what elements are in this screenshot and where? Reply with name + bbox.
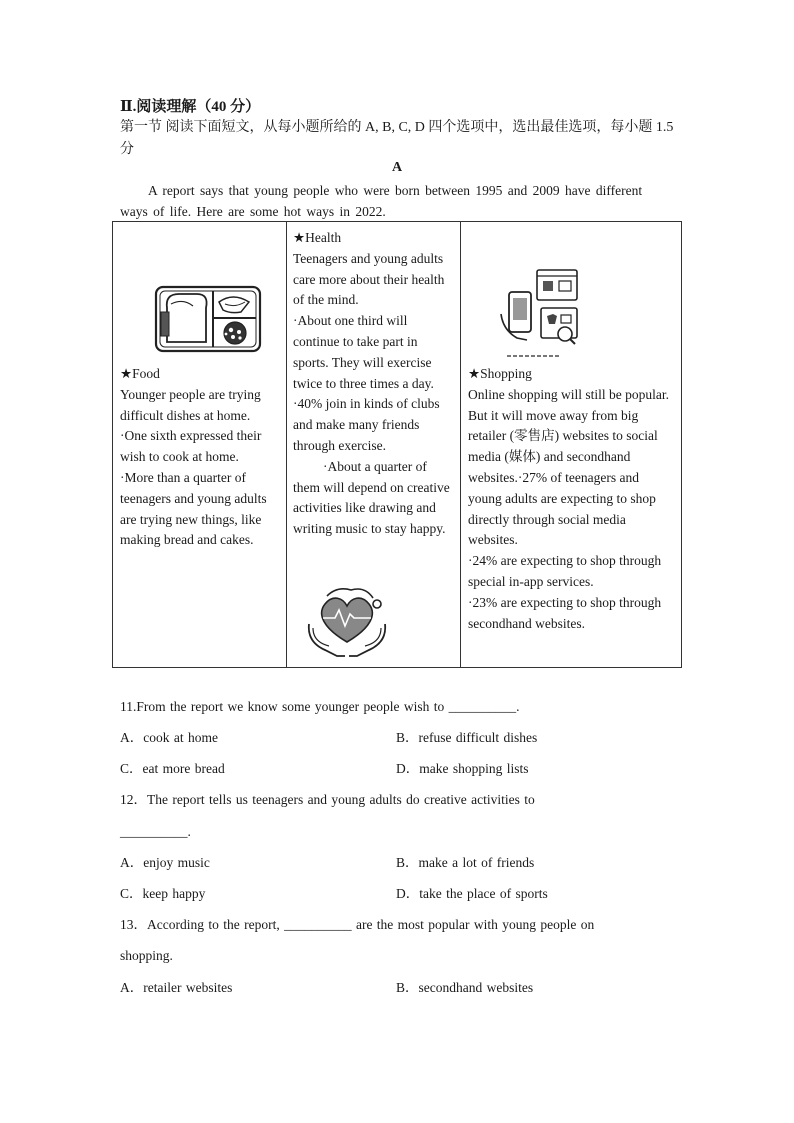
food-line: Younger people are trying difficult dishes at home. (120, 386, 261, 423)
health-line: ·About a quarter of them will depend on creative activities like drawing and writing music to stay happy. (293, 458, 450, 537)
question-11-stem: 11.From the report we know some younger people wish to __________. (120, 699, 520, 714)
question-12-option-a[interactable]: A．enjoy music (120, 855, 210, 870)
question-13-stem-cont: shopping. (120, 948, 173, 963)
heart-in-hands-icon (303, 584, 391, 660)
food-line: ·More than a quarter of teenagers and young adults are trying new things, like making bread and cakes. (120, 469, 267, 548)
question-13-option-a[interactable]: A．retailer websites (120, 980, 233, 995)
question-12-stem: 12．The report tells us teenagers and young adults do creative activities to (120, 792, 535, 807)
online-shopping-icon (497, 268, 581, 360)
food-column (112, 221, 287, 668)
health-line: Teenagers and young adults care more about their health of the mind. (293, 250, 445, 308)
health-text (293, 228, 453, 540)
shopping-line: Online shopping will still be popular. But it will move away from big retailer (零售店) websites to social media (媒体) and secondhand websites.·27% of teenagers and young adults are expecting to shop directly through social media websites. (468, 386, 669, 548)
lunchbox-icon (153, 282, 265, 356)
question-11-option-d[interactable]: D．make shopping lists (396, 761, 529, 776)
passage-intro: A report says that young people who were born between 1995 and 2009 have different ways of life. Here are some hot ways in 2022. (120, 183, 643, 219)
question-13-option-b[interactable]: B．secondhand websites (396, 980, 534, 995)
passage-letter: A (391, 160, 403, 175)
section-instructions: 第一节 阅读下面短文，从每小题所给的 A, B, C, D 四个选项中，选出最佳选项，每小题 1.5 分 (120, 120, 674, 157)
question-11-option-a[interactable]: A．cook at home (120, 730, 218, 745)
question-12-option-d[interactable]: D．take the place of sports (396, 886, 548, 901)
food-text (120, 364, 278, 551)
shopping-column (460, 221, 682, 668)
food-heading: ★Food (120, 366, 160, 381)
section-title: Ⅱ.阅读理解（40 分） (120, 99, 261, 115)
health-line: ·40% join in kinds of clubs and make many friends through exercise. (293, 396, 440, 453)
shopping-line: ·23% are expecting to shop through secondhand websites. (468, 594, 662, 631)
health-heading: ★Health (293, 230, 342, 245)
question-12-option-b[interactable]: B．make a lot of friends (396, 855, 535, 870)
health-line: ·About one third will continue to take part in sports. They will exercise twice to three times a day. (293, 313, 434, 391)
health-column (286, 221, 461, 668)
food-line: ·One sixth expressed their wish to cook at home. (120, 428, 262, 465)
question-11-option-b[interactable]: B．refuse difficult dishes (396, 730, 538, 745)
shopping-heading: ★Shopping (468, 366, 532, 381)
question-13-stem: 13．According to the report, __________ are the most popular with young people on (120, 917, 595, 932)
question-12-stem-cont: __________. (120, 824, 191, 839)
question-12-option-c[interactable]: C．keep happy (120, 886, 206, 901)
shopping-line: ·24% are expecting to shop through special in-app services. (468, 553, 662, 589)
shopping-text (468, 364, 673, 634)
question-11-option-c[interactable]: C．eat more bread (120, 761, 225, 776)
